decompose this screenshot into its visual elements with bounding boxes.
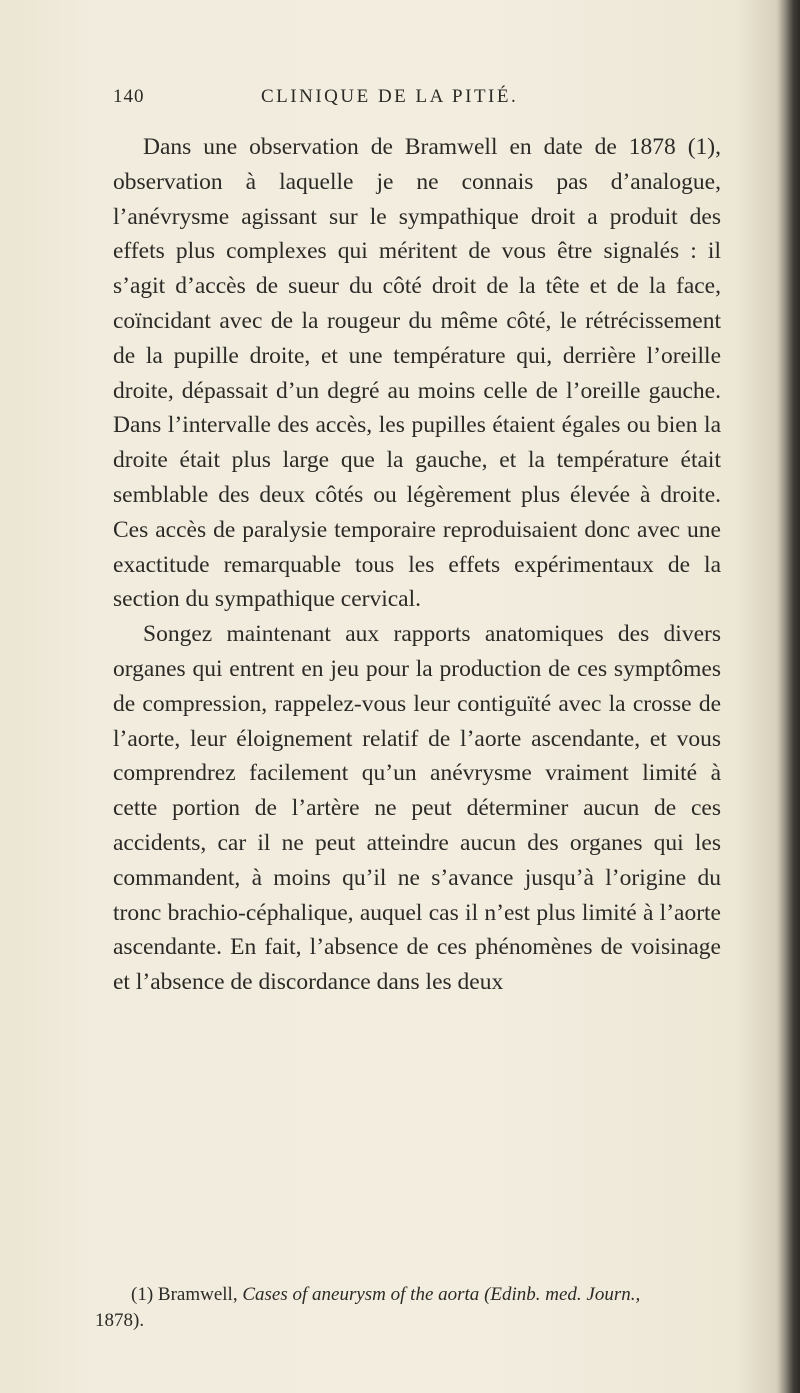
paragraph: Songez maintenant aux rapports anatomiques des divers organes qui entrent en jeu pour la production de ces symptômes de compression, rappelez-vous leur contiguïté avec la crosse de l’aorte, leur éloignement relatif de l’aorte ascendante, et vous comprendrez facilement qu’un anévrysme vraiment limité à cette portion de l’artère ne peut déterminer aucun de ces accidents, car il ne peut atteindre aucun des organes qui les commandent, à moins qu’il ne s’avance jusqu’à l’origine du tronc brachio-céphalique, auquel cas il n’est plus limité à l’aorte ascendante. En fait, l’absence de ces phénomènes de voisinage et l’absence de discordance dans les deux [113,621,721,996]
paragraph: Dans une observation de Bramwell en date de 1878 (1), observation à laquelle je ne connais pas d’analogue, l’anévrysme agissant sur le sympathique droit a produit des effets plus complexes qui méritent de vous être signalés : il s’agit d’accès de sueur du côté droit de la tête et de la face, coïncidant avec de la rougeur du même côté, le rétrécissement de la pupille droite, et une température qui, derrière l’oreille droite, dépassait d’un degré au moins celle de l’oreille gauche. Dans l’intervalle des accès, les pupilles étaient égales ou bien la droite était plus large que la gauche, et la température était semblable des deux côtés ou légèrement plus élevée à droite. Ces accès de paralysie temporaire reproduisaient donc avec une exactitude remarquable tous les effets expérimentaux de la section du sympathique cervical. [113,134,721,613]
page-gutter-shadow [778,0,800,1393]
footnote-author: Bramwell, [157,1284,238,1305]
page-header [113,86,723,116]
page-number: 140 [113,86,145,107]
footnote-year: 1878). [95,1310,145,1331]
running-head: CLINIQUE DE LA PITIÉ. [261,86,519,107]
footnote-source: (Edinb. med. Journ., [484,1284,641,1305]
footnote-text [95,1282,721,1334]
footnote-title: Cases of aneurysm of the aorta [242,1284,480,1305]
body-text [113,130,721,1000]
footnote-marker: (1) [131,1284,154,1305]
